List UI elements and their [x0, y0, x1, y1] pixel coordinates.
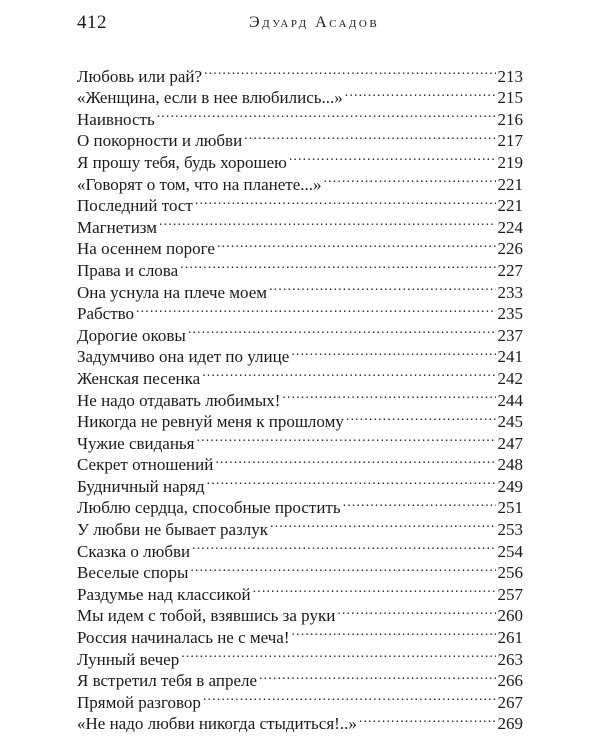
toc-entry-title: Рабство — [77, 304, 135, 324]
dot-leader — [159, 211, 495, 233]
toc-entry-page: 224 — [497, 217, 523, 237]
toc-entry-title: Россия начиналась не с меча! — [77, 628, 290, 648]
toc-entry-title: Права и слова — [77, 260, 179, 280]
toc-entry-title: Я встретил тебя в апреле — [77, 671, 258, 691]
toc-entry-page: 249 — [497, 476, 523, 496]
dot-leader — [270, 513, 495, 535]
dot-leader — [346, 406, 496, 428]
dot-leader — [207, 470, 496, 492]
toc-entry-title: Прямой разговор — [77, 692, 201, 712]
toc-entry-page: 254 — [497, 541, 523, 561]
dot-leader — [292, 621, 496, 643]
toc-entry-title: «Женщина, если в нее влюбились...» — [77, 88, 343, 108]
toc-entry-title: Секрет отношений — [77, 455, 214, 475]
toc-entry-page: 213 — [497, 66, 523, 86]
page-number: 412 — [77, 12, 107, 33]
toc-entry-page: 261 — [497, 628, 523, 648]
toc-entry-title: Не надо отдавать любимых! — [77, 390, 281, 410]
dot-leader — [244, 125, 495, 147]
toc-entry-title: У любви не бывает разлук — [77, 520, 269, 540]
dot-leader — [180, 254, 495, 276]
toc-entry-page: 253 — [497, 520, 523, 540]
toc-entry-page: 217 — [497, 131, 523, 151]
toc-entry-title: Наивность — [77, 109, 155, 129]
toc-entry-page: 216 — [497, 109, 523, 129]
toc-entry-page: 241 — [497, 347, 523, 367]
toc-entry-title: Сказка о любви — [77, 541, 191, 561]
toc-entry-title: Лунный вечер — [77, 649, 180, 669]
dot-leader — [215, 449, 495, 471]
dot-leader — [203, 686, 496, 708]
toc-entry-page: 237 — [497, 325, 523, 345]
running-head: Эдуард Асадов — [249, 14, 380, 31]
dot-leader — [359, 708, 496, 730]
dot-leader — [282, 384, 495, 406]
dot-leader — [253, 578, 496, 600]
toc-entry-title: Люблю сердца, способные простить — [77, 498, 341, 518]
toc-entry-page: 235 — [497, 304, 523, 324]
toc-entry-title: Будничный наряд — [77, 476, 205, 496]
toc-entry-title: Дорогие оковы — [77, 325, 186, 345]
dot-leader — [337, 600, 495, 622]
dot-leader — [345, 82, 496, 104]
dot-leader — [343, 492, 496, 514]
toc-entry-page: 233 — [497, 282, 523, 302]
page-header — [77, 12, 500, 38]
toc-entry — [77, 319, 523, 345]
dot-leader — [190, 557, 495, 579]
toc-entry — [77, 60, 523, 86]
toc-entry-page: 244 — [497, 390, 523, 410]
toc-entry-page: 260 — [497, 606, 523, 626]
toc-entry — [77, 298, 523, 324]
dot-leader — [157, 103, 496, 125]
table-of-contents — [77, 60, 523, 734]
toc-entry-page: 245 — [497, 412, 523, 432]
toc-entry-page: 257 — [497, 584, 523, 604]
toc-entry-title: Магнетизм — [77, 217, 158, 237]
toc-entry-page: 256 — [497, 563, 523, 583]
toc-entry-title: Женская песенка — [77, 368, 201, 388]
dot-leader — [217, 233, 496, 255]
toc-entry-page: 221 — [497, 196, 523, 216]
toc-entry-title: Задумчиво она идет по улице — [77, 347, 290, 367]
toc-entry-page: 251 — [497, 498, 523, 518]
toc-entry-page: 269 — [497, 714, 523, 734]
toc-entry-page: 219 — [497, 152, 523, 172]
toc-entry-page: 267 — [497, 692, 523, 712]
dot-leader — [269, 276, 495, 298]
toc-entry-page: 263 — [497, 649, 523, 669]
toc-entry-page: 215 — [497, 88, 523, 108]
toc-entry-title: Последний тост — [77, 196, 193, 216]
dot-leader — [204, 60, 495, 82]
toc-entry-title: Любовь или рай? — [77, 66, 203, 86]
dot-leader — [324, 168, 496, 190]
toc-entry-title: Я прошу тебя, будь хорошею — [77, 152, 287, 172]
toc-entry-page: 221 — [497, 174, 523, 194]
dot-leader — [181, 643, 495, 665]
toc-entry-page: 248 — [497, 455, 523, 475]
dot-leader — [202, 362, 495, 384]
toc-entry-title: Веселые споры — [77, 563, 189, 583]
toc-entry-title: «Не надо любви никогда стыдиться!..» — [77, 714, 357, 734]
toc-entry-title: Она уснула на плече моем — [77, 282, 268, 302]
toc-entry-title: «Говорят о том, что на планете...» — [77, 174, 322, 194]
toc-entry-title: Мы идем с тобой, взявшись за руки — [77, 606, 336, 626]
dot-leader — [197, 427, 496, 449]
toc-entry-title: Чужие свиданья — [77, 433, 195, 453]
toc-entry-title: Никогда не ревнуй меня к прошлому — [77, 412, 344, 432]
toc-entry-page: 226 — [497, 239, 523, 259]
dot-leader — [136, 298, 495, 320]
toc-entry-title: О покорности и любви — [77, 131, 243, 151]
toc-entry-title: На осеннем пороге — [77, 239, 215, 259]
toc-entry-page: 227 — [497, 260, 523, 280]
dot-leader — [192, 535, 495, 557]
dot-leader — [259, 665, 495, 687]
dot-leader — [291, 341, 495, 363]
toc-entry-title: Раздумье над классикой — [77, 584, 251, 604]
toc-entry-page: 266 — [497, 671, 523, 691]
dot-leader — [188, 319, 496, 341]
toc-entry-page: 242 — [497, 368, 523, 388]
toc-entry-page: 247 — [497, 433, 523, 453]
dot-leader — [195, 190, 496, 212]
dot-leader — [289, 146, 496, 168]
